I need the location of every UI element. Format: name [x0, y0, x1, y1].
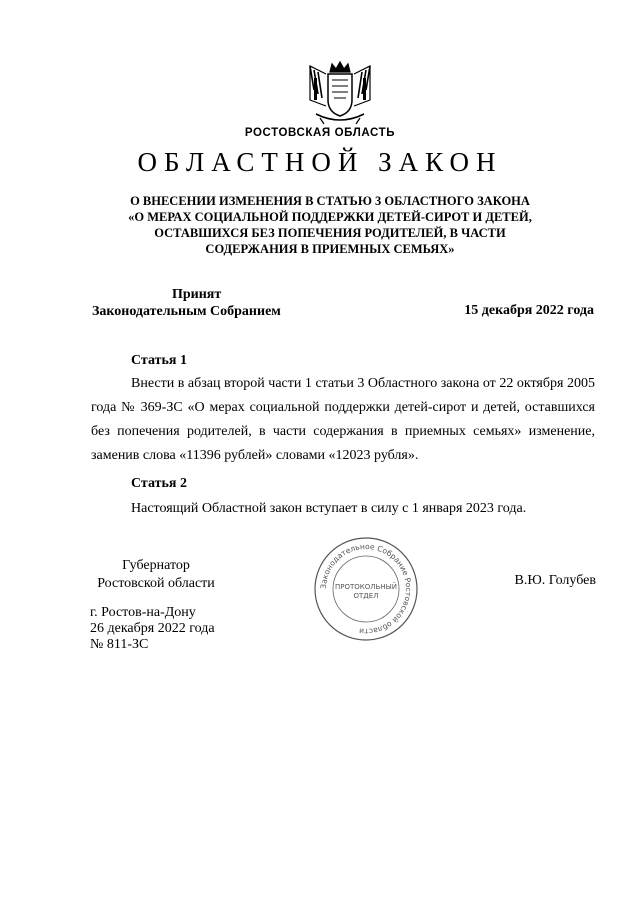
city: г. Ростов-на-Дону [90, 605, 196, 620]
coat-of-arms-icon [302, 60, 378, 128]
article-2-heading: Статья 2 [131, 476, 187, 491]
adoption-block [92, 286, 322, 320]
stamp-center-line1: ПРОТОКОЛЬНЫЙ [334, 583, 398, 591]
article-1-text: Внести в абзац второй части 1 статьи 3 Областного закона от 22 октября 2005 года № 369-ЗС «О мерах социальной поддержки детей-сирот и детей, оставшихся без попечения родителей, в части содержания в приемных семьях» изменение, заменив слова «11396 рублей» словами «12023 рубля». [91, 376, 595, 463]
article-2-text: Настоящий Областной закон вступает в силу с 1 января 2023 года. [131, 501, 527, 516]
law-number: № 811-ЗС [90, 637, 149, 652]
adoption-label: Принят [172, 287, 222, 302]
official-stamp [313, 536, 419, 642]
law-title-line: «О МЕРАХ СОЦИАЛЬНОЙ ПОДДЕРЖКИ ДЕТЕЙ-СИРОТ И ДЕТЕЙ, [128, 210, 532, 224]
signing-date: 26 декабря 2022 года [90, 621, 215, 636]
stamp-ring-text: Законодательное Собрание Ростовской области [318, 541, 414, 637]
law-title-line: ОСТАВШИХСЯ БЕЗ ПОПЕЧЕНИЯ РОДИТЕЛЕЙ, В ЧАСТИ [154, 226, 506, 240]
adoption-date: 15 декабря 2022 года [464, 303, 594, 318]
signer-name: В.Ю. Голубев [514, 573, 596, 588]
stamp-center-line2: ОТДЕЛ [353, 592, 379, 600]
law-title-line: О ВНЕСЕНИИ ИЗМЕНЕНИЯ В СТАТЬЮ 3 ОБЛАСТНОГО ЗАКОНА [130, 194, 530, 208]
document-type-heading: ОБЛАСТНОЙ ЗАКОН [137, 147, 503, 177]
signer-region: Ростовской области [97, 576, 215, 591]
signer-title [90, 557, 222, 593]
law-title-line: СОДЕРЖАНИЯ В ПРИЕМНЫХ СЕМЬЯХ» [205, 242, 455, 256]
adoption-body: Законодательным Собранием [92, 304, 281, 319]
article-1-heading: Статья 1 [131, 353, 187, 368]
signer-position: Губернатор [122, 558, 190, 573]
region-name: РОСТОВСКАЯ ОБЛАСТЬ [244, 127, 396, 139]
place-and-date-block [90, 605, 215, 653]
law-title [110, 193, 550, 257]
